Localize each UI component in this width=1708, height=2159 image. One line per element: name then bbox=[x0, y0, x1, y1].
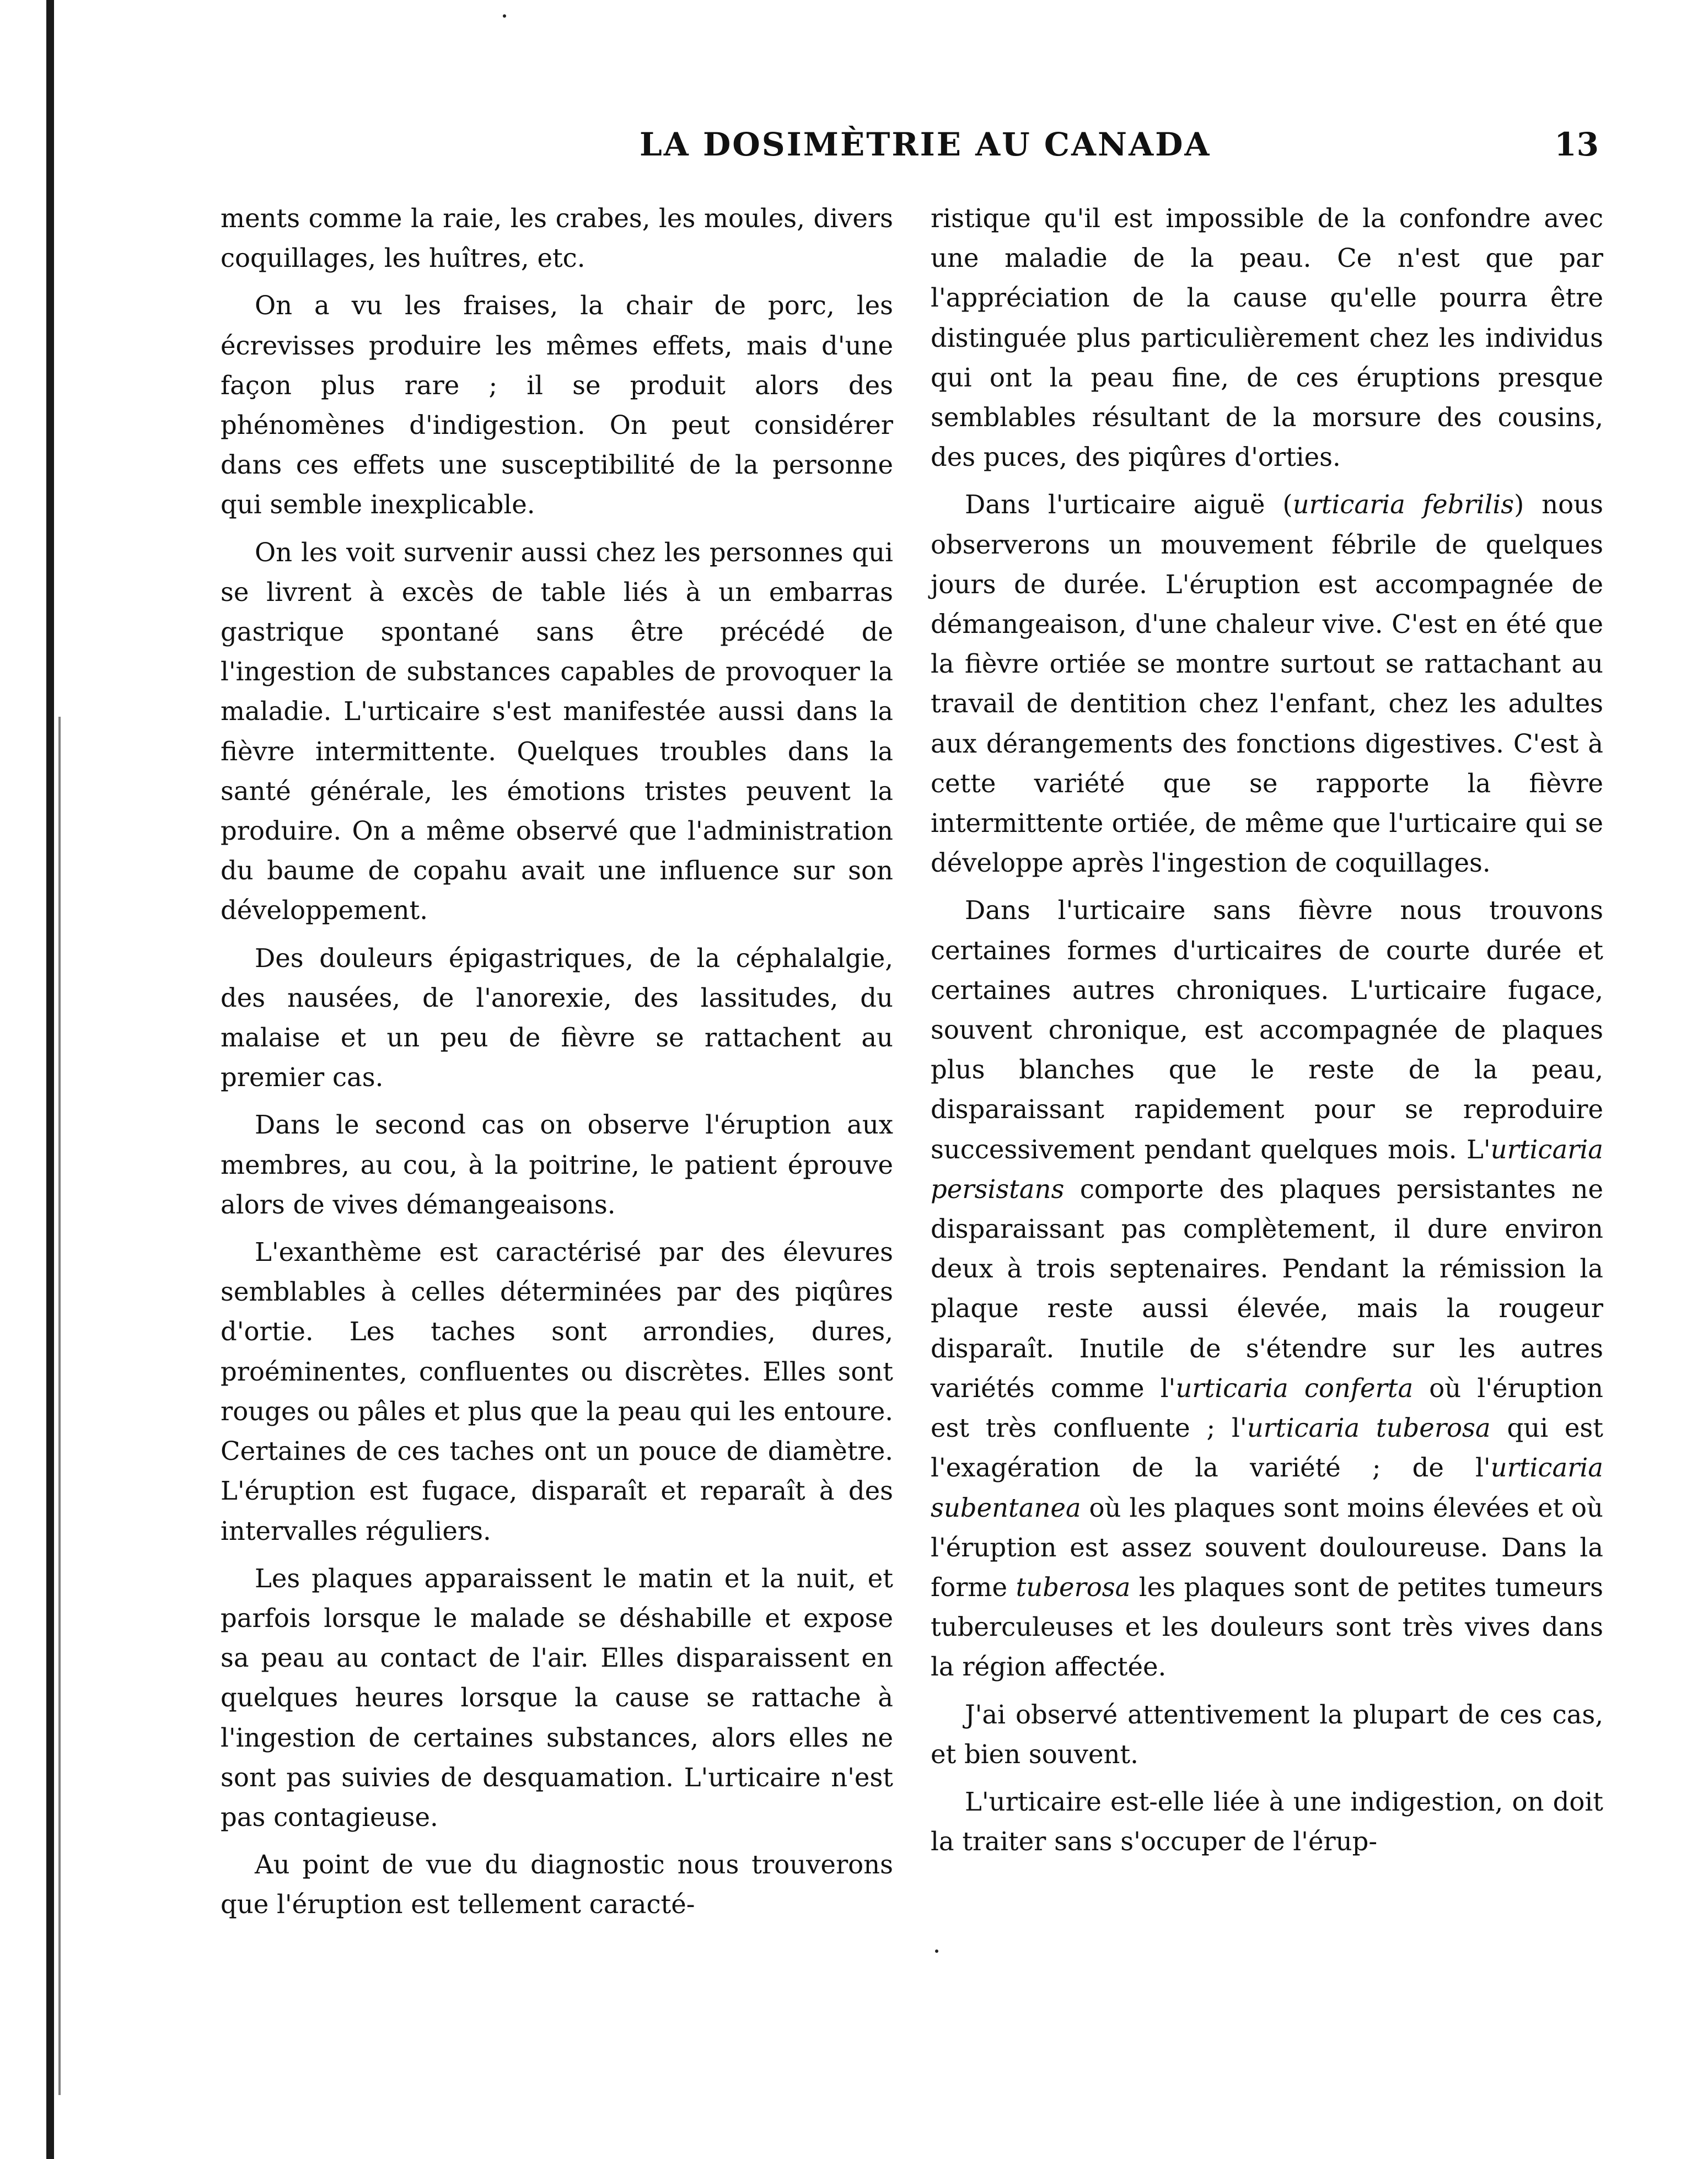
latin-term: urticaria febrilis bbox=[1292, 490, 1514, 520]
text-run: où l'éruption est très confluente ; l' bbox=[931, 1373, 1604, 1443]
paragraph: Au point de vue du diagnostic nous trouverons que l'éruption est tellement caracté- bbox=[221, 1850, 893, 1920]
print-speck bbox=[503, 14, 506, 18]
page-binding-shadow bbox=[58, 717, 61, 2095]
running-head bbox=[221, 126, 1599, 170]
paragraph: Dans le second cas on observe l'éruption aux membres, au cou, à la poitrine, le patient éprouve alors de vives démangeaisons. bbox=[221, 1110, 893, 1220]
latin-term: urticaria persistans bbox=[931, 1134, 1603, 1204]
paragraph: On les voit survenir aussi chez les personnes qui se livrent à excès de table liés à un embarras gastrique spontané sans être précédé de l'ingestion de substances capables de provoquer la maladie. L'urticaire s'est manifestée aussi dans la fièvre intermittente. Quelques troubles dans la santé générale, les émotions tristes peuvent la produire. On a même observé que l'administration du baume de copahu avait une influence sur son développement. bbox=[221, 537, 893, 926]
text-run: ) nous observerons un mouvement fébrile de quelques jours de durée. L'éruption est accompagnée de démangeaison, d'une chaleur vive. C'est en été que la fièvre ortiée se montre surtout se rattachant au travail de dentition chez l'enfant, chez les adultes aux dérangements des fonctions digestives. C'est à cette variété que se rapporte la fièvre intermittente ortiée, de même que l'urticaire qui se développe après l'ingestion de coquillages. bbox=[931, 490, 1603, 878]
paragraph: Les plaques apparaissent le matin et la nuit, et parfois lorsque le malade se déshabille et expose sa peau au contact de l'air. Elles disparaissent en quelques heures lorsque la cause se rattache à l'ingestion de certaines substances, alors elles ne sont pas suivies de desquamation. L'urticaire n'est pas contagieuse. bbox=[221, 1563, 893, 1832]
text-run: où les plaques sont moins élevées et où l'éruption est assez souvent douloureuse. Dans la forme bbox=[931, 1492, 1603, 1602]
text-run: les plaques sont de petites tumeurs tuberculeuses et les douleurs sont très vives dans la région affectée. bbox=[931, 1572, 1604, 1682]
paragraph: ristique qu'il est impossible de la confondre avec une maladie de la peau. Ce n'est que par l'appréciation de la cause qu'elle pourra être distinguée plus particulièrement chez les individus qui ont la peau fine, de ces éruptions presque semblables résultant de la morsure des cousins, des puces, des piqûres d'orties. bbox=[931, 203, 1603, 472]
right-column bbox=[931, 198, 1603, 1869]
text-run: qui est l'exagération de la variété ; de l' bbox=[931, 1413, 1603, 1483]
print-speck bbox=[935, 1949, 938, 1953]
page-binding-edge bbox=[46, 0, 54, 2159]
running-title: LA DOSIMÈTRIE AU CANADA bbox=[640, 126, 1211, 163]
paragraph: On a vu les fraises, la chair de porc, les écrevisses produire les mêmes effets, mais d'une façon plus rare ; il se produit alors des phénomènes d'indigestion. On peut considérer dans ces effets une susceptibilité de la personne qui semble inexplicable. bbox=[221, 291, 893, 520]
paragraph: L'urticaire est-elle liée à une indigestion, on doit la traiter sans s'occuper de l'érup- bbox=[931, 1786, 1603, 1857]
paragraph: J'ai observé attentivement la plupart de ces cas, et bien souvent. bbox=[931, 1699, 1603, 1769]
text-run: comporte des plaques persistantes ne disparaissant pas complètement, il dure environ deux à trois septenaires. Pendant la rémission la plaque reste aussi élevée, mais la rougeur disparaît. Inutile de s'étendre sur les autres variétés comme l' bbox=[931, 1174, 1603, 1403]
latin-term: urticaria conferta bbox=[1175, 1373, 1414, 1403]
paragraph: Des douleurs épigastriques, de la céphalalgie, des nausées, de l'anorexie, des lassitudes, du malaise et un peu de fièvre se rattachent au premier cas. bbox=[221, 943, 893, 1093]
latin-term: urticaria subentanea bbox=[931, 1453, 1603, 1523]
left-column bbox=[221, 198, 893, 1932]
latin-term: urticaria tuberosa bbox=[1247, 1413, 1491, 1443]
page-number: 13 bbox=[1554, 126, 1599, 163]
paragraph bbox=[931, 485, 1603, 883]
paragraph: L'exanthème est caractérisé par des élevures semblables à celles déterminées par des piqûres d'ortie. Les taches sont arrondies, dures, proéminentes, confluentes ou discrètes. Elles sont rouges ou pâles et plus que la peau qui les entoure. Certaines de ces taches ont un pouce de diamètre. L'éruption est fugace, disparaît et reparaît à des intervalles réguliers. bbox=[221, 1237, 893, 1546]
text-run: Dans l'urticaire aiguë ( bbox=[965, 490, 1293, 520]
paragraph: ments comme la raie, les crabes, les moules, divers coquillages, les huîtres, etc. bbox=[221, 203, 893, 273]
text-run: Dans l'urticaire sans fièvre nous trouvons certaines formes d'urticaires de courte durée et certaines autres chroniques. L'urticaire fugace, souvent chronique, est accompagnée de plaques plus blanches que le reste de la peau, disparaissant rapidement pour se reproduire successivement pendant quelques mois. L' bbox=[931, 895, 1603, 1164]
latin-term: tuberosa bbox=[1016, 1572, 1131, 1602]
paragraph bbox=[931, 890, 1603, 1687]
